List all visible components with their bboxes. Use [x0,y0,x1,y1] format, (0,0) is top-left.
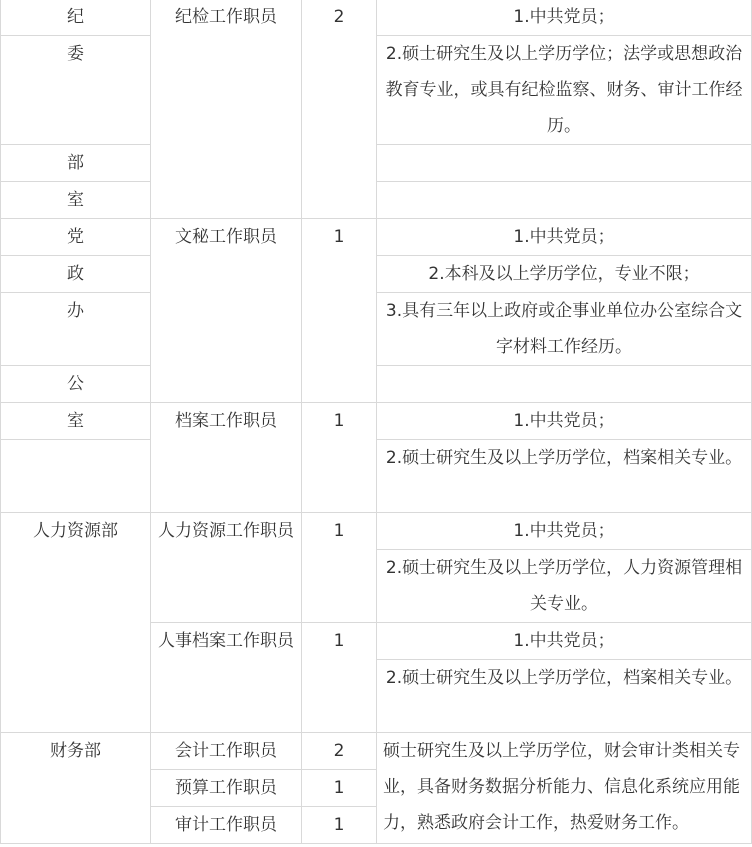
position-cell: 审计工作职员 [151,807,302,844]
position-cell: 人力资源工作职员 [151,513,302,623]
dept-cell: 办 [1,293,151,366]
table-row [1,256,752,293]
table-row [1,293,752,366]
requirement-cell-empty [377,145,752,182]
requirement-cell: 2.硕士研究生及以上学历学位，档案相关专业。 [377,440,752,513]
position-cell: 纪检工作职员 [151,0,302,219]
dept-cell: 室 [1,403,151,440]
table-row [1,36,752,145]
requirement-cell: 1.中共党员； [377,513,752,550]
dept-cell: 财务部 [1,733,151,844]
dept-cell: 委 [1,36,151,145]
dept-cell: 室 [1,182,151,219]
position-cell: 预算工作职员 [151,770,302,807]
requirement-cell: 3.具有三年以上政府或企事业单位办公室综合文字材料工作经历。 [377,293,752,366]
dept-cell: 人力资源部 [1,513,151,733]
requirement-cell-empty [377,366,752,403]
requirement-cell: 1.中共党员； [377,219,752,256]
dept-cell: 部 [1,145,151,182]
count-cell: 2 [302,0,377,219]
count-cell: 2 [302,733,377,770]
requirement-cell: 2.硕士研究生及以上学历学位，档案相关专业。 [377,660,752,733]
dept-cell: 党 [1,219,151,256]
dept-cell: 政 [1,256,151,293]
dept-cell: 纪 [1,0,151,36]
dept-cell-empty [1,440,151,513]
table-row [1,440,752,513]
count-cell: 1 [302,623,377,733]
position-cell: 文秘工作职员 [151,219,302,403]
count-cell: 1 [302,770,377,807]
count-cell: 1 [302,513,377,623]
requirement-cell-empty [377,182,752,219]
count-cell: 1 [302,219,377,403]
requirement-cell: 1.中共党员； [377,0,752,36]
position-cell: 人事档案工作职员 [151,623,302,733]
table-row [1,513,752,550]
table-row [1,366,752,403]
requirement-cell: 2.硕士研究生及以上学历学位；法学或思想政治教育专业，或具有纪检监察、财务、审计工作经历。 [377,36,752,145]
count-cell: 1 [302,807,377,844]
table-row [1,219,752,256]
table-row [1,733,752,770]
requirement-cell: 1.中共党员； [377,623,752,660]
requirement-cell: 1.中共党员； [377,403,752,440]
table-row [1,0,752,36]
table-row [1,182,752,219]
table-row [1,403,752,440]
table-row [1,145,752,182]
requirement-cell: 硕士研究生及以上学历学位，财会审计类相关专业，具备财务数据分析能力、信息化系统应用能力，熟悉政府会计工作，热爱财务工作。 [377,733,752,844]
requirement-cell: 2.本科及以上学历学位，专业不限； [377,256,752,293]
dept-cell: 公 [1,366,151,403]
requirement-cell: 2.硕士研究生及以上学历学位，人力资源管理相关专业。 [377,550,752,623]
position-cell: 会计工作职员 [151,733,302,770]
count-cell: 1 [302,403,377,513]
position-cell: 档案工作职员 [151,403,302,513]
